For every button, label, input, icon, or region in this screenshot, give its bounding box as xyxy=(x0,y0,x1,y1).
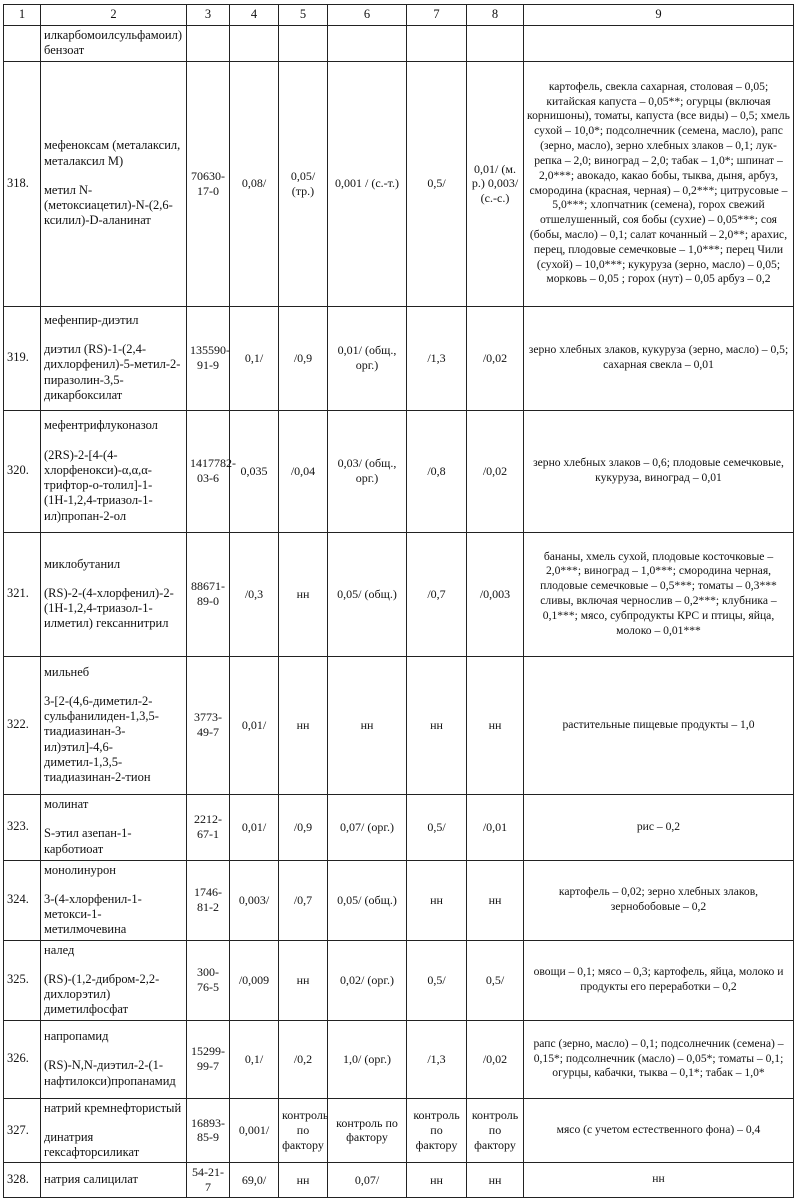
col-4-value: 69,0/ xyxy=(230,1163,279,1197)
table-row xyxy=(4,1020,794,1098)
substance-name: напропамид xyxy=(44,1029,109,1044)
residue-limits: картофель – 0,02; зерно хлебных злаков, зернобобовые – 0,2 xyxy=(524,860,794,940)
col-4-value xyxy=(230,26,279,62)
row-number: 322. xyxy=(4,656,41,794)
row-number: 324. xyxy=(4,860,41,940)
chemical-name: метил N-(метоксиацетил)-N-(2,6-ксилил)-D-аланинат xyxy=(44,182,173,228)
cas-number: 15299-99-7 xyxy=(187,1020,230,1098)
chemical-name: S-этил азепан-1-карботиоат xyxy=(44,826,132,856)
substance-cell xyxy=(41,61,187,306)
col-4-value: 0,08/ xyxy=(230,61,279,306)
table-row xyxy=(4,532,794,656)
substance-name: молинат xyxy=(44,797,89,812)
chemical-name: (RS)-2-(4-хлорфенил)-2-(1Н-1,2,4-триазол-1-илметил) гексаннитрил xyxy=(44,585,174,631)
col-7-value: /1,3 xyxy=(407,1020,467,1098)
residue-limits: нн xyxy=(524,1163,794,1197)
col-4-value: 0,1/ xyxy=(230,1020,279,1098)
substance-cell xyxy=(41,1163,187,1197)
substance-cell xyxy=(41,940,187,1020)
col-header: 5 xyxy=(279,5,328,26)
col-4-value: 0,1/ xyxy=(230,306,279,410)
col-header: 7 xyxy=(407,5,467,26)
table-row xyxy=(4,794,794,860)
substance-name: мефентрифлуконазол xyxy=(44,418,158,433)
col-6-value: нн xyxy=(328,656,407,794)
col-7-value xyxy=(407,26,467,62)
col-4-value: 0,01/ xyxy=(230,794,279,860)
table-row xyxy=(4,61,794,306)
col-4-value: 0,003/ xyxy=(230,860,279,940)
chemical-name: (2RS)-2-[4-(4-хлорфенокси)-α,α,α-трифтор-о-толил]-1-(1Н-1,2,4-триазол-1-ил)пропан-2-ол xyxy=(44,447,153,523)
chemical-name: динатрия гексафторсиликат xyxy=(44,1129,140,1159)
col-5-value: контроль по фактору xyxy=(279,1098,328,1163)
col-4-value: /0,009 xyxy=(230,940,279,1020)
cas-number: 88671-89-0 xyxy=(187,532,230,656)
col-7-value: нн xyxy=(407,1163,467,1197)
table-row xyxy=(4,940,794,1020)
substance-name: монолинурон xyxy=(44,862,116,877)
col-7-value: контроль по фактору xyxy=(407,1098,467,1163)
col-7-value: 0,5/ xyxy=(407,940,467,1020)
substance-cell xyxy=(41,1020,187,1098)
residue-limits xyxy=(524,26,794,62)
col-6-value: 0,01/ (общ., орг.) xyxy=(328,306,407,410)
col-8-value: нн xyxy=(467,860,524,940)
col-7-value: /1,3 xyxy=(407,306,467,410)
cas-number xyxy=(187,26,230,62)
col-7-value: нн xyxy=(407,656,467,794)
row-number: 323. xyxy=(4,794,41,860)
col-5-value: нн xyxy=(279,656,328,794)
col-5-value: /0,9 xyxy=(279,306,328,410)
cas-number: 300-76-5 xyxy=(187,940,230,1020)
row-number: 326. xyxy=(4,1020,41,1098)
col-6-value xyxy=(328,26,407,62)
substance-cell xyxy=(41,656,187,794)
col-8-value: /0,01 xyxy=(467,794,524,860)
col-header: 3 xyxy=(187,5,230,26)
col-6-value: 0,02/ (орг.) xyxy=(328,940,407,1020)
col-8-value: контроль по фактору xyxy=(467,1098,524,1163)
substance-name: налед xyxy=(44,942,75,957)
substance-cell xyxy=(41,410,187,532)
cas-number: 54-21-7 xyxy=(187,1163,230,1197)
chemical-name: диэтил (RS)-1-(2,4-дихлорфенил)-5-метил-2-пиразолин-3,5-дикарбоксилат xyxy=(44,342,181,402)
cas-number: 135590-91-9 xyxy=(187,306,230,410)
col-8-value: нн xyxy=(467,1163,524,1197)
col-7-value: /0,7 xyxy=(407,532,467,656)
residue-limits: рис – 0,2 xyxy=(524,794,794,860)
row-number: 327. xyxy=(4,1098,41,1163)
col-8-value: 0,01/ (м. р.) 0,003/ (с.-с.) xyxy=(467,61,524,306)
col-6-value: 0,07/ xyxy=(328,1163,407,1197)
table-row xyxy=(4,1098,794,1163)
cas-number: 70630-17-0 xyxy=(187,61,230,306)
col-6-value: 1,0/ (орг.) xyxy=(328,1020,407,1098)
row-number: 328. xyxy=(4,1163,41,1197)
col-7-value: 0,5/ xyxy=(407,61,467,306)
col-4-value: /0,3 xyxy=(230,532,279,656)
substance-cell xyxy=(41,532,187,656)
residue-limits: овощи – 0,1; мясо – 0,3; картофель, яйца, молоко и продукты его переработки – 0,2 xyxy=(524,940,794,1020)
residue-limits: зерно хлебных злаков, кукуруза (зерно, масло) – 0,5; сахарная свекла – 0,01 xyxy=(524,306,794,410)
col-6-value: 0,05/ (общ.) xyxy=(328,860,407,940)
row-number: 320. xyxy=(4,410,41,532)
col-8-value xyxy=(467,26,524,62)
chemical-name: (RS)-(1,2-дибром-2,2-дихлорэтил) диметилфосфат xyxy=(44,971,160,1017)
table-row xyxy=(4,306,794,410)
col-4-value: 0,035 xyxy=(230,410,279,532)
header-row xyxy=(4,5,794,26)
col-5-value: /0,9 xyxy=(279,794,328,860)
cas-number: 2212-67-1 xyxy=(187,794,230,860)
col-header: 1 xyxy=(4,5,41,26)
substance-cell xyxy=(41,306,187,410)
col-6-value: 0,001 / (с.-т.) xyxy=(328,61,407,306)
col-header: 8 xyxy=(467,5,524,26)
col-7-value: нн xyxy=(407,860,467,940)
col-8-value: /0,02 xyxy=(467,306,524,410)
chemical-name: 3-[2-(4,6-диметил-2-сульфанилиден-1,3,5-тиадиазинан-3-ил)этил]-4,6-диметил-1,3,5-тиадиазинан-2-тион xyxy=(44,693,159,785)
cas-number: 3773-49-7 xyxy=(187,656,230,794)
col-8-value: 0,5/ xyxy=(467,940,524,1020)
substance-name: мильнеб xyxy=(44,664,90,679)
residue-limits: картофель, свекла сахарная, столовая – 0,05; китайская капуста – 0,05**; огурцы (включая корнишоны), томаты, капуста (все виды) – 0,5; хмель сухой – 10,0*; подсолнечник (семена, масло), рапс (зерно, масло), зерно хлебных злаков – 0,1; лук-репка – 2,0; виноград – 2,0; табак – 1,0*; шпинат – 2,0***; авокадо, какао бобы, тыква, дыня, арбуз, смородина (красная, черная) – 0,2***; цитрусовые – 5,0***; хлопчатник (семена), горох свежий отшелушенный, соя бобы (сухие) – 0,05***; соя (бобы, масло) – 0,1; салат кочанный – 2,0**; арахис, перец, плодовые семечковые – 1,0***; перец Чили (сухой) – 10,0***; кукуруза (зерно, масло) – 0,05; морковь – 0,05 ; горох (нут) – 0,05 арбуз – 0,2 xyxy=(524,61,794,306)
col-5-value: 0,05/ (тр.) xyxy=(279,61,328,306)
col-6-value: 0,03/ (общ., орг.) xyxy=(328,410,407,532)
pesticide-table xyxy=(3,4,794,1198)
col-header: 4 xyxy=(230,5,279,26)
col-8-value: нн xyxy=(467,656,524,794)
row-number xyxy=(4,26,41,62)
substance-name: натрий кремнефтористый xyxy=(44,1100,182,1115)
row-number: 319. xyxy=(4,306,41,410)
table-row xyxy=(4,410,794,532)
col-4-value: 0,001/ xyxy=(230,1098,279,1163)
col-6-value: 0,05/ (общ.) xyxy=(328,532,407,656)
chemical-name: илкарбомоилсульфамоил) бензоат xyxy=(44,28,182,58)
row-number: 318. xyxy=(4,61,41,306)
substance-cell xyxy=(41,1098,187,1163)
cas-number: 16893-85-9 xyxy=(187,1098,230,1163)
chemical-name: (RS)-N,N-диэтил-2-(1-нафтилокси)пропанамид xyxy=(44,1058,176,1088)
cas-number: 1746-81-2 xyxy=(187,860,230,940)
col-5-value: нн xyxy=(279,532,328,656)
col-4-value: 0,01/ xyxy=(230,656,279,794)
col-header: 2 xyxy=(41,5,187,26)
chemical-name: 3-(4-хлорфенил-1-метокси-1-метилмочевина xyxy=(44,891,142,937)
substance-name: мефенпир-диэтил xyxy=(44,312,139,327)
col-5-value xyxy=(279,26,328,62)
col-6-value: 0,07/ (орг.) xyxy=(328,794,407,860)
col-8-value: /0,02 xyxy=(467,1020,524,1098)
col-8-value: /0,02 xyxy=(467,410,524,532)
table-row xyxy=(4,860,794,940)
table-row xyxy=(4,656,794,794)
col-5-value: /0,7 xyxy=(279,860,328,940)
col-8-value: /0,003 xyxy=(467,532,524,656)
residue-limits: растительные пищевые продукты – 1,0 xyxy=(524,656,794,794)
row-number: 325. xyxy=(4,940,41,1020)
col-7-value: 0,5/ xyxy=(407,794,467,860)
col-7-value: /0,8 xyxy=(407,410,467,532)
col-5-value: /0,2 xyxy=(279,1020,328,1098)
col-header: 9 xyxy=(524,5,794,26)
col-header: 6 xyxy=(328,5,407,26)
col-5-value: нн xyxy=(279,1163,328,1197)
residue-limits: зерно хлебных злаков – 0,6; плодовые семечковые, кукуруза, виноград – 0,01 xyxy=(524,410,794,532)
col-5-value: /0,04 xyxy=(279,410,328,532)
substance-name: натрия салицилат xyxy=(44,1172,138,1187)
cas-number: 1417782-03-6 xyxy=(187,410,230,532)
row-number: 321. xyxy=(4,532,41,656)
col-5-value: нн xyxy=(279,940,328,1020)
substance-cell xyxy=(41,860,187,940)
col-6-value: контроль по фактору xyxy=(328,1098,407,1163)
residue-limits: мясо (с учетом естественного фона) – 0,4 xyxy=(524,1098,794,1163)
residue-limits: бананы, хмель сухой, плодовые косточковые – 2,0***; виноград – 1,0***; смородина черная, плодовые семечковые – 0,5***; томаты – 0,3*** сливы, включая чернослив – 0,2***; клубника – 0,1***; мясо, субпродукты КРС и птицы, яйца, молоко – 0,01*** xyxy=(524,532,794,656)
substance-cell xyxy=(41,794,187,860)
substance-name: мефеноксам (металаксил, металаксил М) xyxy=(44,138,181,168)
substance-cell xyxy=(41,26,187,62)
substance-name: миклобутанил xyxy=(44,556,121,571)
table-row xyxy=(4,1163,794,1197)
residue-limits: рапс (зерно, масло) – 0,1; подсолнечник (семена) – 0,15*; подсолнечник (масло) – 0,05*; томаты – 0,1; огурцы, кабачки, тыква – 0,1*; табак – 1,0* xyxy=(524,1020,794,1098)
table-row xyxy=(4,26,794,62)
